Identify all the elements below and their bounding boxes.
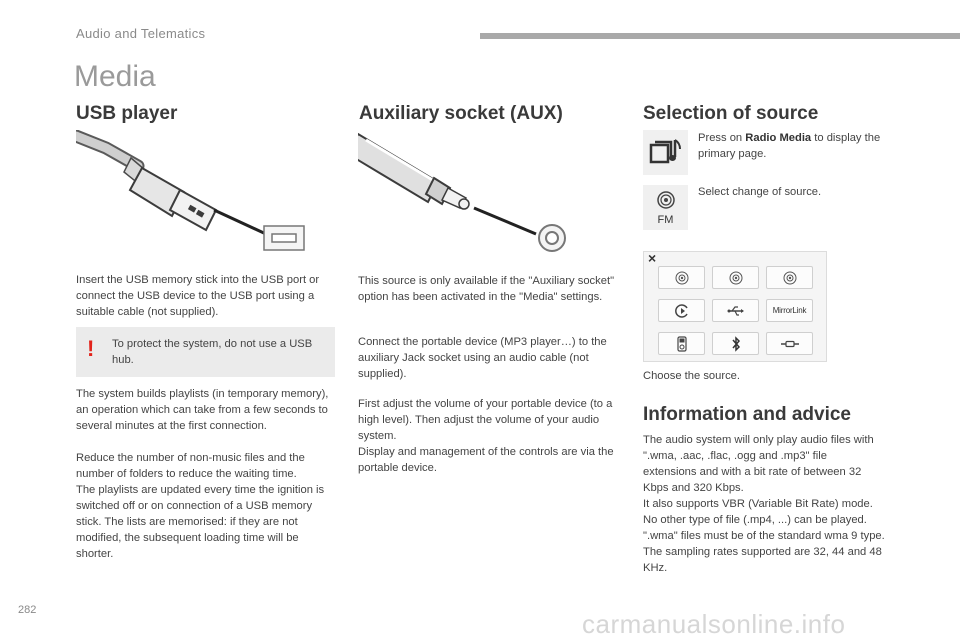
warning-icon: ! bbox=[87, 336, 95, 361]
usb-para-2: The system builds playlists (in temporary memory), an operation which can take from a few seconds to several minutes at the first connection. bbox=[76, 388, 329, 432]
warning-text: To protect the system, do not use a USB hub. bbox=[112, 338, 313, 366]
info-para-5: The sampling rates supported are 32, 44 and 48 KHz. bbox=[643, 546, 882, 574]
aux-jack-icon bbox=[780, 339, 800, 349]
info-para-2: It also supports VBR (Variable Bit Rate) mode. bbox=[643, 498, 873, 510]
page-title: Media bbox=[74, 60, 156, 93]
select-change-text: Select change of source. bbox=[698, 186, 822, 198]
warning-note bbox=[76, 327, 335, 377]
press-radio-media-text: Press on Radio Media to display the primary page. bbox=[698, 132, 881, 160]
source-aux-button[interactable] bbox=[766, 332, 813, 355]
info-para-4: ".wma" files must be of the standard wma 9 type. bbox=[643, 530, 885, 542]
radio-icon bbox=[675, 271, 689, 285]
ipod-icon bbox=[677, 336, 687, 352]
usb-para-3: Reduce the number of non-music files and the number of folders to reduce the waiting time. bbox=[76, 452, 305, 480]
aux-para-4: Display and management of the controls are via the portable device. bbox=[358, 446, 614, 474]
fm-radio-icon bbox=[656, 190, 676, 210]
aux-para-3: First adjust the volume of your portable device (to a high level). Then adjust the volume of your audio system. bbox=[358, 398, 613, 442]
source-cd-button[interactable] bbox=[658, 299, 705, 322]
source-mirrorlink-button[interactable] bbox=[766, 299, 813, 322]
header-rule bbox=[480, 33, 960, 39]
source-ipod-button[interactable] bbox=[658, 332, 705, 355]
close-icon[interactable]: × bbox=[648, 250, 657, 266]
radio-icon bbox=[783, 271, 797, 285]
change-source-button[interactable] bbox=[643, 185, 688, 230]
aux-heading: Auxiliary socket (AUX) bbox=[359, 103, 563, 124]
fm-label: FM bbox=[657, 214, 674, 226]
section-header: Audio and Telematics bbox=[76, 26, 206, 41]
watermark-text: carmanualsonline.info bbox=[582, 609, 846, 639]
aux-para-1: This source is only available if the "Auxiliary socket" option has been activated in the "Media" settings. bbox=[358, 275, 615, 303]
radio-icon bbox=[729, 271, 743, 285]
disc-play-icon bbox=[674, 303, 690, 319]
source-heading: Selection of source bbox=[643, 103, 819, 124]
radio-media-icon bbox=[643, 130, 688, 175]
aux-jack-illustration bbox=[358, 130, 578, 255]
source-usb-button[interactable] bbox=[712, 299, 759, 322]
bluetooth-icon bbox=[731, 336, 741, 352]
usb-para-1: Insert the USB memory stick into the USB port or connect the USB device to the USB port using a suitable cable (not supplied). bbox=[76, 274, 320, 318]
source-grid-panel bbox=[643, 251, 827, 362]
page-number: 282 bbox=[18, 604, 37, 616]
usb-plug-illustration bbox=[76, 130, 316, 255]
usb-icon bbox=[727, 305, 745, 317]
info-para-1: The audio system will only play audio files with ".wma, .aac, .flac, .ogg and .mp3" file extensions and with a bit rate of between 32 Kbps and 320 Kbps. bbox=[643, 434, 874, 494]
radio-media-button[interactable] bbox=[643, 130, 688, 175]
usb-heading: USB player bbox=[76, 103, 178, 124]
source-radio-2-button[interactable] bbox=[712, 266, 759, 289]
usb-para-4: The playlists are updated every time the ignition is switched off or on connection of a USB memory stick. The lists are memorised: if they are not modified, the subsequent loading time will be shorter. bbox=[76, 484, 325, 560]
info-heading: Information and advice bbox=[643, 404, 851, 425]
source-radio-3-button[interactable] bbox=[766, 266, 813, 289]
choose-source-text: Choose the source. bbox=[643, 370, 741, 382]
aux-para-2: Connect the portable device (MP3 player…) to the auxiliary Jack socket using an audio cable (not supplied). bbox=[358, 336, 607, 380]
mirrorlink-label: MirrorLink bbox=[772, 306, 807, 315]
info-para-3: No other type of file (.mp4, ...) can be played. bbox=[643, 514, 867, 526]
source-radio-1-button[interactable] bbox=[658, 266, 705, 289]
source-bluetooth-button[interactable] bbox=[712, 332, 759, 355]
